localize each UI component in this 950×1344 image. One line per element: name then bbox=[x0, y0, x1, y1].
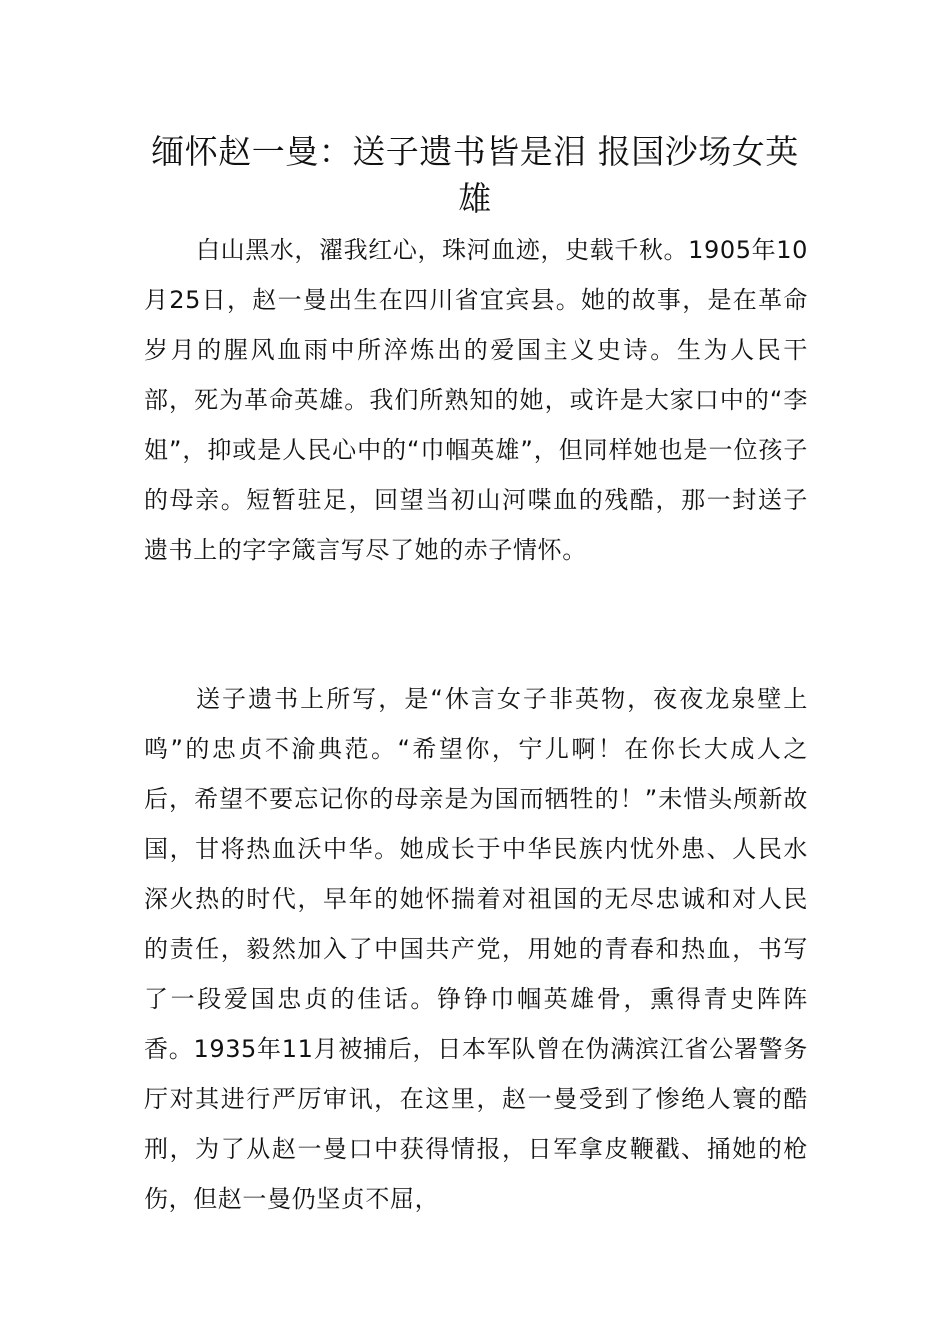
document-title: 缅怀赵一曼：送子遗书皆是泪 报国沙场女英雄 bbox=[151, 132, 799, 218]
paragraph-2: 送子遗书上所写，是“休言女子非英物，夜夜龙泉壁上鸣”的忠贞不渝典范。“希望你，宁儿啊！在你长大成人之后，希望不要忘记你的母亲是为国而牺牲的！”未惜头颅新故国，甘将热血沃中华。她成长于中华民族内忧外患、人民水深火热的时代，早年的她怀揣着对祖国的无尽忠诚和对人民的责任，毅然加入了中国共产党，用她的青春和热血，书写了一段爱国忠贞的佳话。铮铮巾帼英雄骨，熏得青史阵阵香。1935年11月被捕后，日本军队曾在伪满滨江省公署警务厅对其进行严厉审讯，在这里，赵一曼受到了惨绝人寰的酷刑，为了从赵一曼口中获得情报，日军拿皮鞭戳、捅她的枪伤，但赵一曼仍坚贞不屈， bbox=[144, 685, 808, 1213]
paragraph-1: 白山黑水，濯我红心，珠河血迹，史载千秋。1905年10月25日，赵一曼出生在四川省宜宾县。她的故事，是在革命岁月的腥风血雨中所淬炼出的爱国主义史诗。生为人民干部，死为革命英雄。我们所熟知的她，或许是大家口中的“李姐”，抑或是人民心中的“巾帼英雄”，但同样她也是一位孩子的母亲。短暂驻足，回望当初山河喋血的残酷，那一封送子遗书上的字字箴言写尽了她的赤子情怀。 bbox=[144, 236, 808, 564]
